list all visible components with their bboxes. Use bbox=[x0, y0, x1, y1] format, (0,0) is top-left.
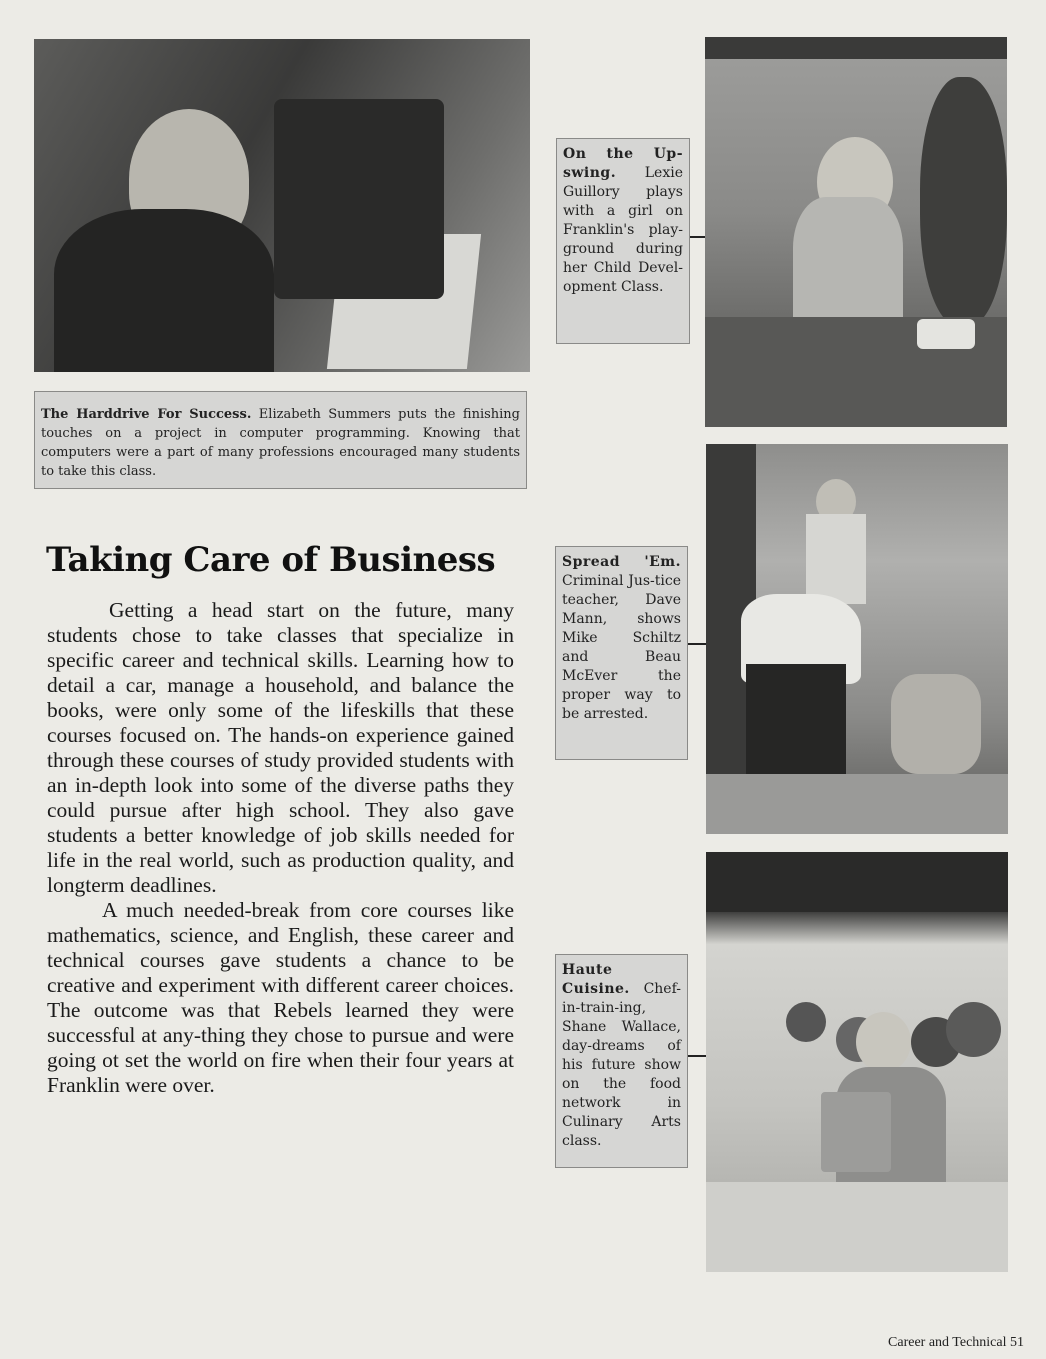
article-title: Taking Care of Business bbox=[46, 540, 496, 580]
article-body bbox=[47, 598, 514, 1098]
caption-haute-connector bbox=[688, 1055, 706, 1057]
caption-haute-text: Chef-in-train-ing, Shane Wallace, day-dreams of his future show on the food network in Culinary Arts class. bbox=[562, 981, 681, 1149]
photo-culinary-arts bbox=[706, 852, 1008, 1272]
caption-harddrive bbox=[34, 391, 527, 489]
caption-haute-lead: Haute Cuisine. bbox=[562, 962, 630, 997]
footer-page-number: 51 bbox=[1010, 1335, 1024, 1350]
caption-spread-text: Criminal Jus-tice teacher, Dave Mann, shows Mike Schiltz and Beau McEver the proper way to be arrested. bbox=[562, 573, 681, 722]
article-paragraph-1: Getting a head start on the future, many students chose to take classes that specialize in specific career and technical skills. Learning how to detail a car, manage a household, and balance the books, were only some of the lifeskills that these courses focused on. The hands-on experience gained through these courses of study provided students with an in-depth look into some of the diverse paths they could pursue after high school. They also gave students a better knowledge of job skills needed for life in the real world, such as production quality, and longterm deadlines. bbox=[47, 598, 514, 897]
caption-harddrive-lead: The Harddrive For Success. bbox=[41, 407, 252, 422]
article-paragraph-2: A much needed-break from core courses like mathematics, science, and English, these career and technical courses gave students a chance to be creative and experiment with different career choices. The outcome was that Rebels learned they were successful at any-thing they chose to pursue and were going ot set the world on fire when their four years at Franklin were over. bbox=[47, 898, 514, 1097]
caption-spread-connector bbox=[688, 643, 706, 645]
caption-upswing-text: Lexie Guillory plays with a girl on Franklin's play-ground during her Child Devel-opment Class. bbox=[563, 165, 683, 295]
caption-harddrive-text: Elizabeth Summers puts the finishing touches on a project in computer programming. Knowing that computers were a part of many professions encouraged many students to take this class. bbox=[41, 407, 521, 479]
photo-playground-swing bbox=[705, 37, 1007, 427]
page-footer bbox=[888, 1335, 1024, 1351]
caption-upswing-lead: On the Up-swing. bbox=[563, 146, 683, 181]
caption-spread-lead: Spread 'Em. bbox=[562, 554, 681, 570]
photo-computer-programming bbox=[34, 39, 530, 372]
caption-haute-cuisine bbox=[555, 954, 688, 1168]
photo-criminal-justice bbox=[706, 444, 1008, 834]
footer-section: Career and Technical bbox=[888, 1335, 1007, 1350]
caption-spread-em bbox=[555, 546, 688, 760]
caption-upswing-connector bbox=[690, 236, 706, 238]
caption-upswing bbox=[556, 138, 690, 344]
